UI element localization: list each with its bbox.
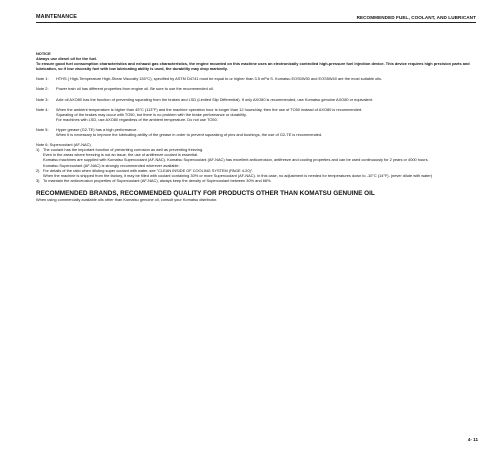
supercoolant-item: [36, 147, 476, 167]
note-body: [56, 127, 476, 137]
notice-block: [36, 51, 476, 71]
header-section-title: MAINTENANCE: [36, 14, 77, 20]
note-item: [36, 97, 476, 102]
section-heading: RECOMMENDED BRANDS, RECOMMENDED QUALITY FOR PRODUCTS OTHER THAN KOMATSU GENUINE OIL: [36, 189, 375, 197]
note-label: Note 4:: [36, 106, 49, 112]
notes-list: [36, 76, 476, 137]
note-item: [36, 76, 476, 81]
note-item: [36, 86, 476, 91]
supercoolant-list: [36, 147, 476, 183]
supercoolant-paragraph: Komatsu machines are supplied with Komatsu Supercoolant (AF-NAC). Komatsu Supercoolant (AF-NAC) has excellent anticorrosion, antifreeze and cooling properties and can be used continuously for 2 years or 4000 hours.: [43, 157, 429, 163]
note-label: Note 5:: [36, 126, 49, 132]
section-text: When using commercially available oils other than Komatsu genuine oil, consult your Komatsu distributor.: [36, 197, 218, 203]
supercoolant-paragraph: Komatsu Supercoolant (AF-NAC) is strongly recommended wherever available.: [43, 162, 180, 168]
supercoolant-paragraph: The coolant has the important function of preventing corrosion as well as preventing freezing.: [43, 147, 204, 153]
note-paragraph: Axle oil AXO80 has the function of preventing squealing from the brakes and LSD (Limited Slip Differential). If only AXO80 is recommended, use Komatsu genuine AXO80 or equivalent.: [56, 96, 373, 102]
supercoolant-item-body: [43, 168, 476, 178]
note-paragraph: Hyper grease (G2-TE) has a high performance.: [56, 126, 138, 132]
note-item: [36, 127, 476, 137]
page-header: [36, 14, 476, 23]
supercoolant-paragraph: To maintain the anticorrosion properties of Supercoolant (AF-NAC), always keep the density of Supercoolant between 30% and 68%.: [43, 177, 272, 183]
supercoolant-paragraph: When the machine is shipped from the factory, it may be filled with coolant containing 30% or more Supercoolant (AF-NAC). In this case, no adjustment is needed for temperatures down to -10°C (14°F). (never dilute with water): [43, 172, 433, 178]
note-item: [36, 107, 476, 122]
supercoolant-item-number: 1): [36, 147, 40, 153]
supercoolant-item-number: 3): [36, 177, 40, 183]
note-body: [56, 86, 476, 91]
notice-fuel-line: Always use diesel oil for the fuel.: [36, 56, 98, 62]
notice-injection-text: To ensure good fuel consumption characteristics and exhaust gas characteristics, the engine mounted on this machine uses an electronically controlled high-pressure fuel injection device. This device requires high precision parts and lubrication, so if low viscosity fuel with low lubricating ability is used, the durability may drop markedly.: [36, 61, 470, 72]
supercoolant-paragraph: Even in the areas where freezing is not an issue, the use of antifreeze coolant is essential.: [43, 152, 199, 158]
supercoolant-item-body: [43, 147, 476, 167]
page-number: 4- 11: [467, 437, 478, 442]
page-content: [36, 51, 476, 202]
note-body: [56, 76, 476, 81]
note-6-heading: Note 6: Supercoolant (AF-NAC): [36, 142, 91, 148]
notice-title: NOTICE: [36, 51, 51, 56]
supercoolant-item-number: 2): [36, 167, 40, 173]
note-paragraph: Power train oil has different properties from engine oil. Be sure to use the recommended oil.: [56, 86, 214, 92]
note-body: [56, 97, 476, 102]
note-label: Note 1:: [36, 76, 49, 82]
supercoolant-item: [36, 178, 476, 183]
note-label: Note 3:: [36, 96, 49, 102]
header-chapter-title: RECOMMENDED FUEL, COOLANT, AND LUBRICANT: [356, 15, 476, 20]
note-paragraph: When the ambient temperature is higher than 45°C (113°F) and the machine operation hour is longer than 12 hours/day, then the use of TO50 instead of AXO80 is recommended.: [56, 106, 363, 112]
note-body: [56, 107, 476, 122]
note-paragraph: HTHS ( High-Temperature High-Shear Viscosity 150°C), specified by ASTM D4741 must be equal to or higher than 3.5 mPa·S. Komatsu EOS0W30 and EOS5W40 are the most suitable oils.: [56, 76, 383, 82]
supercoolant-item: [36, 168, 476, 178]
note-paragraph: Squealing of the brakes may occur with TO50, but there is no problem with the brake performance or durability.: [56, 111, 247, 117]
supercoolant-item-body: [43, 178, 476, 183]
note-label: Note 2:: [36, 86, 49, 92]
supercoolant-paragraph: For details of the ratio when diluting super coolant with water, see "CLEAN INSIDE OF COOLING SYSTEM (PAGE 4-20)".: [43, 167, 254, 173]
note-paragraph: For machines with LSD, use AXO80 regardless of the ambient temperature. Do not use TO50.: [56, 116, 218, 122]
note-paragraph: When it is necessary to improve the lubricating ability of the grease in order to prevent squeaking of pins and bushings, the use of G2-TE is recommended.: [56, 132, 323, 138]
